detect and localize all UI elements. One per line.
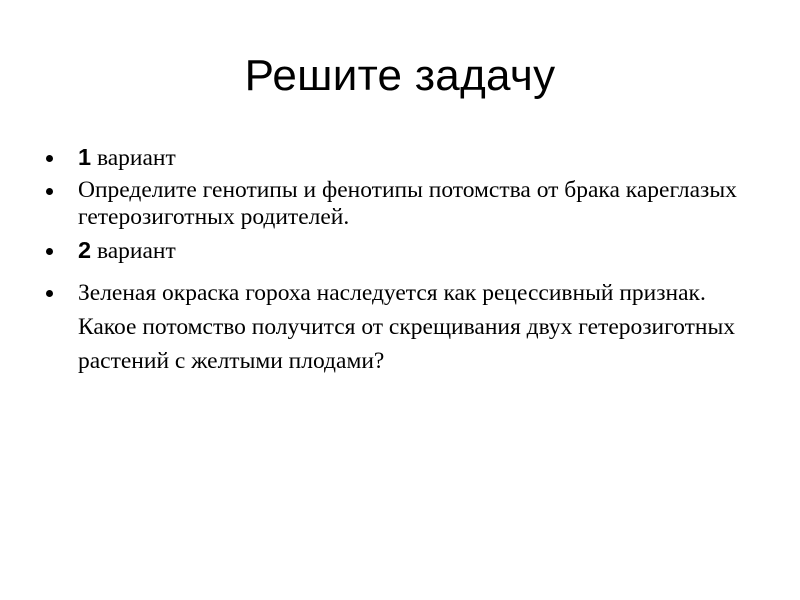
bullet-list: [46, 140, 766, 378]
bullet-item-task-1: [46, 177, 766, 231]
task-text: Зеленая окраска гороха наследуется как рецессивный признак. Какое потомство получится от скрещивания двух гетерозиготных растений с желтыми плодами?: [78, 280, 735, 374]
bullet-dot-icon: [46, 248, 53, 255]
task-text: Определите генотипы и фенотипы потомства от брака кареглазых гетерозиготных родителей.: [78, 177, 737, 230]
variant-number: 2: [78, 237, 92, 263]
variant-number: 1: [78, 144, 92, 170]
bullet-item-variant-2: [46, 237, 766, 265]
bullet-dot-icon: [46, 155, 53, 162]
bullet-dot-icon: [46, 290, 53, 297]
bullet-item-variant-1: [46, 144, 766, 172]
variant-label: вариант: [96, 145, 176, 171]
variant-label: вариант: [96, 238, 176, 264]
bullet-item-task-2: [46, 276, 766, 378]
bullet-dot-icon: [46, 188, 53, 195]
slide-title: Решите задачу: [244, 51, 556, 100]
